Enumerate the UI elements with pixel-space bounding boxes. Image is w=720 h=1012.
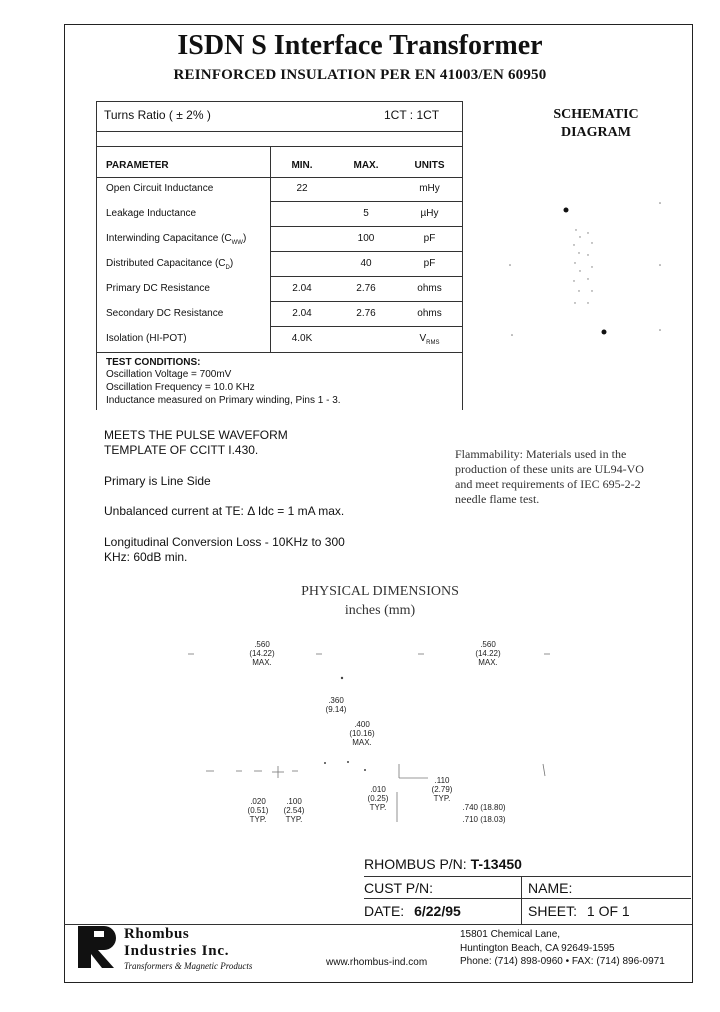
spec-units-text: V <box>419 333 427 344</box>
spec-min-text: 22 <box>296 183 308 194</box>
spec-parameter-text: Distributed Capacitance (C <box>106 258 226 269</box>
spec-units <box>398 233 461 244</box>
dimension-tick <box>543 764 545 776</box>
dim-text: MAX. <box>252 658 272 667</box>
header-min: MIN. <box>291 160 313 171</box>
flammability-line: production of these units are UL94-VO <box>455 462 644 476</box>
row-divider <box>270 226 462 227</box>
cust-pn-label: CUST P/N: <box>364 880 433 896</box>
spec-parameter-text: Primary DC Resistance <box>106 283 210 294</box>
pulse-note-line: MEETS THE PULSE WAVEFORM <box>104 428 288 442</box>
dimension-mark <box>341 677 343 679</box>
spec-parameter <box>106 283 210 294</box>
dim-text: TYP. <box>249 815 267 824</box>
divider <box>521 876 522 924</box>
document-title: ISDN S Interface Transformer <box>177 30 543 61</box>
dim-text: .560 <box>480 640 496 649</box>
name-label: NAME: <box>528 880 573 896</box>
spec-units-text: mHy <box>419 183 440 194</box>
spec-max-text: 2.76 <box>356 283 376 294</box>
part-number-line <box>364 856 522 872</box>
spec-units <box>398 183 461 194</box>
polarity-dot <box>564 208 569 213</box>
spec-units <box>398 208 461 219</box>
schematic-title-line: SCHEMATIC <box>553 107 639 122</box>
company-name-line: Rhombus <box>124 926 190 942</box>
closing-paren: ) <box>229 258 234 269</box>
row-divider <box>270 326 462 327</box>
spec-min-text: 4.0K <box>291 333 313 344</box>
conversion-note-line: KHz: 60dB min. <box>104 550 188 564</box>
spec-max <box>334 258 398 269</box>
divider <box>270 146 271 352</box>
spec-max-text: 5 <box>363 208 369 219</box>
spec-parameter <box>106 233 246 246</box>
flammability-line: Flammability: Materials used in the <box>455 447 627 461</box>
flammability-note <box>455 447 644 507</box>
dimensions-units: inches (mm) <box>344 603 416 618</box>
test-condition-line: Oscillation Frequency = 10.0 KHz <box>106 382 255 393</box>
dimensions-title: PHYSICAL DIMENSIONS <box>301 584 459 599</box>
dim-span-bottom: .710 (18.03) <box>462 815 506 824</box>
company-address-line: Huntington Beach, CA 92649-1595 <box>460 943 615 954</box>
test-condition-line: Oscillation Voltage = 700mV <box>106 369 232 380</box>
dim-text: .360 <box>328 696 344 705</box>
dim-text: (2.79) <box>431 785 453 794</box>
spec-parameter-text: Open Circuit Inductance <box>106 183 214 194</box>
row-divider <box>270 201 462 202</box>
spec-min <box>270 183 334 194</box>
spec-units <box>398 283 461 294</box>
spec-max-text: 40 <box>360 258 372 269</box>
spec-parameter-subscript: D <box>225 265 230 271</box>
sheet-value: 1 OF 1 <box>586 903 630 919</box>
company-address-line: 15801 Chemical Lane, <box>460 929 561 940</box>
dim-text: (0.25) <box>367 794 389 803</box>
row-divider <box>270 251 462 252</box>
spec-parameter-text: Secondary DC Resistance <box>106 308 224 319</box>
spec-units-subscript: RMS <box>426 340 440 346</box>
sheet-label: SHEET: <box>528 903 578 919</box>
dimension-mark <box>347 761 349 763</box>
dim-text: (2.54) <box>283 806 305 815</box>
flammability-line: needle flame test. <box>455 492 540 506</box>
divider <box>96 146 462 147</box>
conversion-note-line: Longitudinal Conversion Loss - 10KHz to 300 <box>104 535 345 549</box>
spec-units-text: pF <box>423 258 436 269</box>
flammability-line: and meet requirements of IEC 695-2-2 <box>455 477 641 491</box>
dim-text: .400 <box>354 720 370 729</box>
company-name-line: Industries Inc. <box>124 943 230 959</box>
part-number-value: T-13450 <box>470 856 522 872</box>
company-website[interactable]: www.rhombus-ind.com <box>326 957 428 968</box>
header-units: UNITS <box>414 160 445 171</box>
winding-specks <box>509 202 661 336</box>
closing-paren: ) <box>242 233 247 244</box>
dim-text: (9.14) <box>325 705 347 714</box>
dim-text: .010 <box>370 785 386 794</box>
spec-max-text: 2.76 <box>356 308 376 319</box>
spec-max <box>334 233 398 244</box>
row-divider <box>270 276 462 277</box>
dim-text: MAX. <box>352 738 372 747</box>
rhombus-logo-icon <box>78 924 118 970</box>
spec-min <box>270 283 334 294</box>
turns-ratio-value: 1CT : 1CT <box>384 108 440 122</box>
pulse-note-line: TEMPLATE OF CCITT I.430. <box>104 443 259 457</box>
spec-max <box>334 283 398 294</box>
dim-text: (0.51) <box>247 806 269 815</box>
spec-units <box>398 333 461 346</box>
schematic-diagram <box>500 195 670 345</box>
spec-units <box>398 258 461 269</box>
dim-text: .100 <box>286 797 302 806</box>
spec-parameter <box>106 308 223 319</box>
divider <box>64 924 692 925</box>
dim-text: .020 <box>250 797 266 806</box>
spec-max-text: 100 <box>357 233 375 244</box>
spec-max <box>334 208 398 219</box>
dim-text: TYP. <box>285 815 303 824</box>
test-condition-line: Inductance measured on Primary winding, Pins 1 - 3. <box>106 395 341 406</box>
spec-min-text: 2.04 <box>292 283 312 294</box>
header-parameter: PARAMETER <box>106 160 169 171</box>
spec-max <box>334 308 398 319</box>
company-phone: Phone: (714) 898-0960 • FAX: (714) 896-0971 <box>460 956 665 967</box>
divider <box>364 898 691 899</box>
dim-text: (10.16) <box>349 729 375 738</box>
spec-min-text: 2.04 <box>292 308 312 319</box>
divider <box>364 876 691 877</box>
spec-parameter <box>106 208 196 219</box>
spec-units <box>398 308 461 319</box>
dim-text: (14.22) <box>249 649 275 658</box>
divider <box>96 131 462 132</box>
document-subtitle: REINFORCED INSULATION PER EN 41003/EN 60950 <box>173 67 547 83</box>
dimension-mark <box>324 762 326 764</box>
sheet-line <box>528 903 630 919</box>
spec-parameter-text: Interwinding Capacitance (C <box>106 233 232 244</box>
spec-parameter-text: Isolation (HI-POT) <box>106 333 187 344</box>
polarity-dot <box>602 330 607 335</box>
turns-ratio-label: Turns Ratio ( ± 2% ) <box>104 108 211 122</box>
spec-units-text: ohms <box>417 283 442 294</box>
dim-text: TYP. <box>369 803 387 812</box>
spec-units-text: pF <box>423 233 436 244</box>
divider <box>96 352 462 353</box>
divider <box>96 101 462 102</box>
spec-parameter-subscript: WW <box>231 240 243 246</box>
test-conditions-heading: TEST CONDITIONS: <box>106 357 201 368</box>
dim-text: MAX. <box>478 658 498 667</box>
spec-min <box>270 308 334 319</box>
part-number-label: RHOMBUS P/N: <box>364 856 467 872</box>
date-line <box>364 903 461 919</box>
unbalanced-note: Unbalanced current at TE: Δ Idc = 1 mA max. <box>104 504 345 518</box>
spec-min <box>270 333 334 344</box>
spec-parameter <box>106 183 213 194</box>
schematic-title <box>520 106 672 142</box>
schematic-title-line: DIAGRAM <box>561 125 631 140</box>
primary-note: Primary is Line Side <box>104 474 211 488</box>
spec-parameter-text: Leakage Inductance <box>106 208 197 219</box>
dim-text: .110 <box>434 776 450 785</box>
divider <box>96 177 462 178</box>
spec-units-text: ohms <box>417 308 442 319</box>
spec-units-text: µHy <box>420 208 439 219</box>
dimension-drawing <box>180 640 580 840</box>
dim-text: .560 <box>254 640 270 649</box>
header-max: MAX. <box>353 160 379 171</box>
company-tagline: Transformers & Magnetic Products <box>124 961 253 971</box>
dimension-mark <box>364 769 366 771</box>
spec-parameter <box>106 333 187 344</box>
dim-text: (14.22) <box>475 649 501 658</box>
date-label: DATE: <box>364 903 405 919</box>
dim-text: TYP. <box>433 794 451 803</box>
dim-span-top: .740 (18.80) <box>462 803 506 812</box>
spec-parameter <box>106 258 233 271</box>
row-divider <box>270 301 462 302</box>
date-value: 6/22/95 <box>414 903 461 919</box>
